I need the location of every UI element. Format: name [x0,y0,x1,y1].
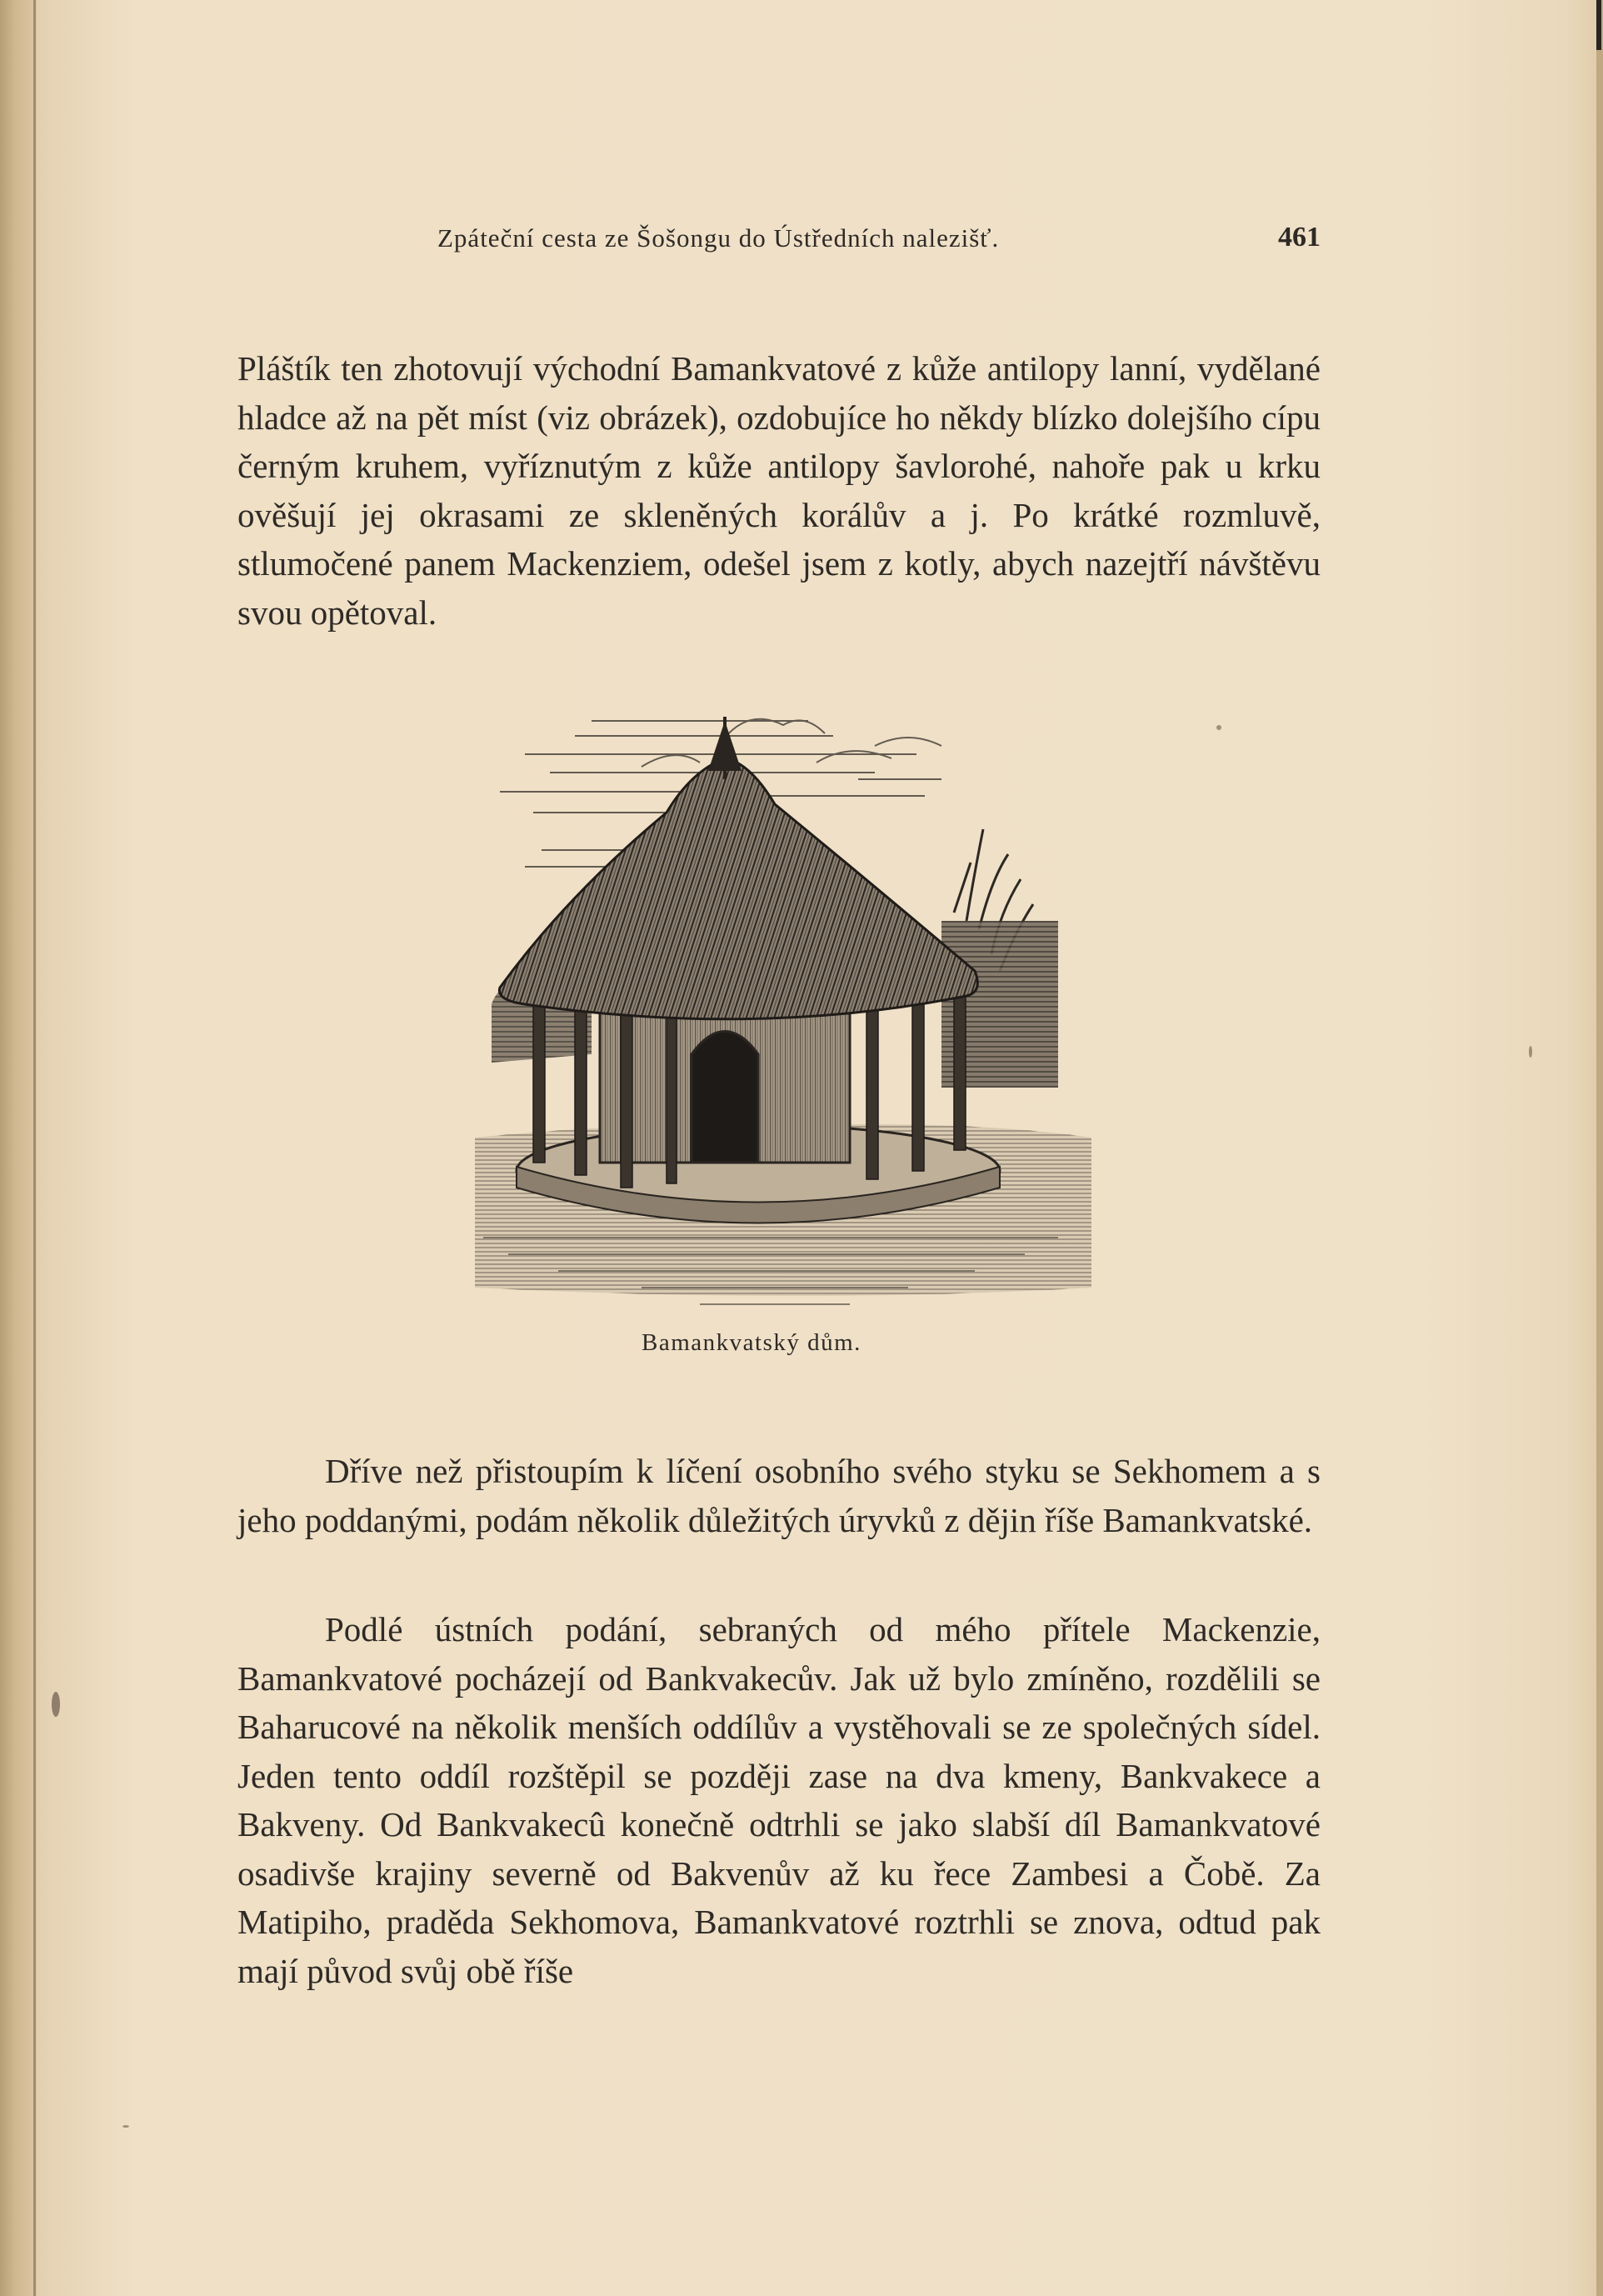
hut-engraving [475,704,1091,1321]
paragraph-3: Podlé ústních podání, sebraných od mého přítele Mackenzie, Bamankvatové pocházejí od Bankvakecův. Jak už bylo zmíněno, rozdělili se Baharucové na několik menších oddílův a vystěhovali se ze společných sídel. Jeden tento oddíl rozštěpil se později zase na dva kmeny, Bankvakece a Bakveny. Od Bankvakecû konečně odtrhli se jako slabší díl Bamankvatové osadivše krajiny severně od Bakvenův až ku řece Zambesi a Čobě. Za Matipiho, praděda Sekhomova, Bamankvatové roztrhli se znova, odtud pak mají původ svůj obě říše [237,1610,1321,1990]
page-number: 461 [1278,222,1321,253]
margin-speck [1529,1046,1532,1058]
figure-caption: Bamankvatský dům. [642,1329,861,1356]
running-head: Zpáteční cesta ze Šošongu do Ústředních nalezišť. [437,223,1000,253]
margin-speck [52,1692,60,1717]
page-edge-shadow [1596,0,1601,50]
paragraph-2: Dříve než přistoupím k líčení osobního svého styku se Sekhomem a s jeho poddanými, podám několik důležitých úryvků z dějin říše Bamankvatské. [237,1452,1321,1539]
binding-line [33,0,36,2296]
page-header [437,218,1321,260]
hut-illustration [475,704,1091,1321]
paragraph-1: Pláštík ten zhotovují východní Bamankvatové z kůže antilopy lanní, vydělané hladce až na pět míst (viz obrázek), ozdobujíce ho někdy blízko dolejšího cípu černým kruhem, vyříznutým z kůže antilopy šavlorohé, nahoře pak u krku ověšují jej okrasami ze skleněných korálův a j. Po krátké rozmluvě, stlumočené panem Mackenziem, odešel jsem z kotly, abych nazejtří návštěvu svou opětoval. [237,349,1321,632]
page-edge [1596,0,1603,2296]
page-gutter [0,0,37,2296]
margin-speck [122,2125,129,2128]
margin-speck [1216,725,1221,730]
